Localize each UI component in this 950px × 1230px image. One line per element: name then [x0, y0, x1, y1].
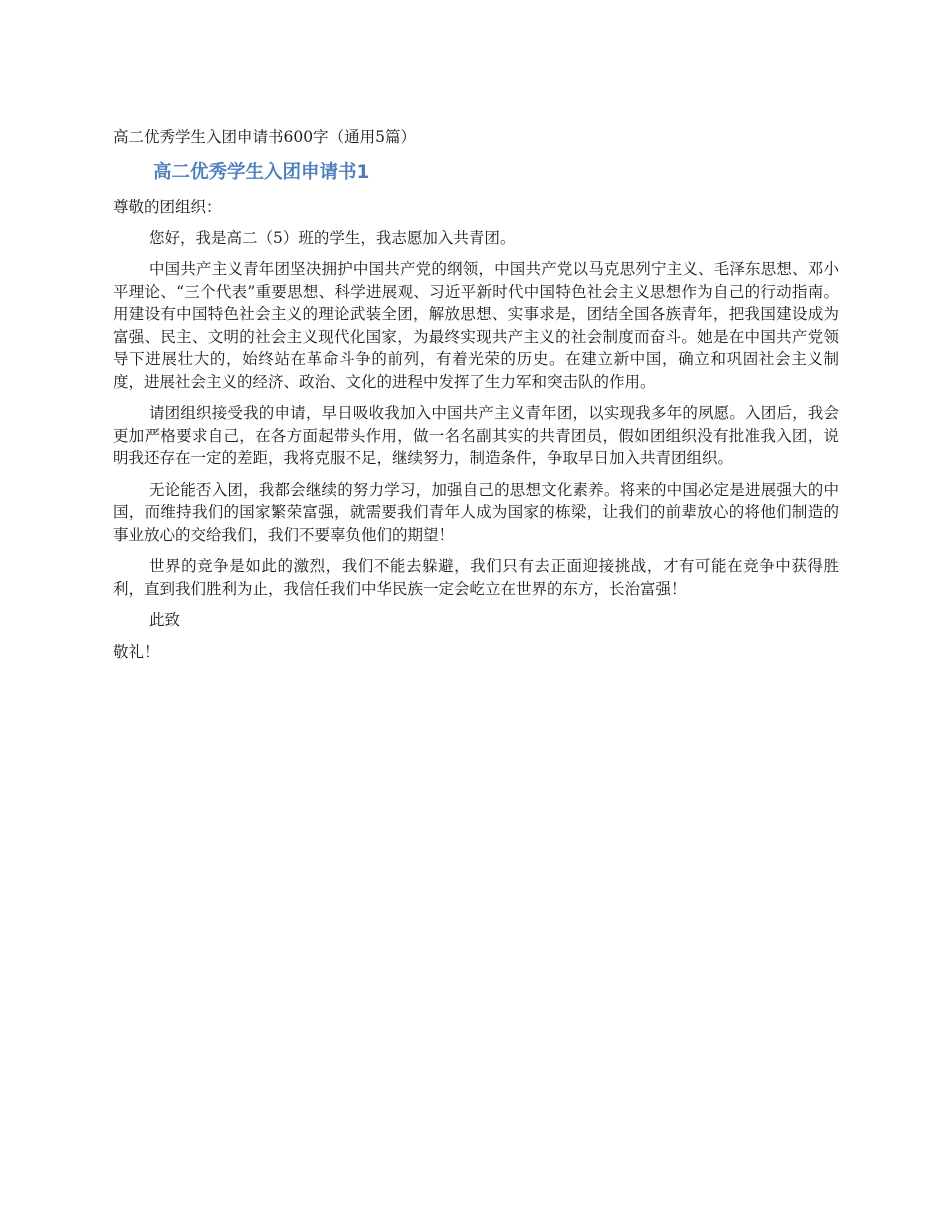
document-title: 高二优秀学生入团申请书600字（通用5篇） — [113, 128, 416, 146]
paragraph-commitment: 无论能否入团，我都会继续的努力学习，加强自己的思想文化素养。将来的中国必定是进展强大的中国，而维持我们的国家繁荣富强，就需要我们青年人成为国家的栋梁，让我们的前辈放心的将他们制造的事业放心的交给我们，我们不要辜负他们的期望！ — [113, 480, 839, 544]
paragraph-request: 请团组织接受我的申请，早日吸收我加入中国共产主义青年团，以实现我多年的夙愿。入团后，我会更加严格要求自己，在各方面起带头作用，做一名名副其实的共青团员，假如团组织没有批准我入团，说明我还存在一定的差距，我将克服不足，继续努力，制造条件，争取早日加入共青团组织。 — [113, 404, 839, 467]
closing-jingli: 敬礼！ — [113, 642, 160, 661]
paragraph-greeting: 您好，我是高二（5）班的学生，我志愿加入共青团。 — [149, 228, 516, 247]
paragraph-league-intro: 中国共产主义青年团坚决拥护中国共产党的纲领，中国共产党以马克思列宁主义、毛泽东思想、邓小平理论、“三个代表”重要思想、科学进展观、习近平新时代中国特色社会主义思想作为自己的行动指南。用建设有中国特色社会主义的理论武装全团，解放思想、实事求是，团结全国各族青年，把我国建设成为富强、民主、文明的社会主义现代化国家，为最终实现共产主义的社会制度而奋斗。她是在中国共产党领导下进展壮大的，始终站在革命斗争的前列，有着光荣的历史。在建立新中国，确立和巩固社会主义制度，进展社会主义的经济、政治、文化的进程中发挥了生力军和突击队的作用。 — [113, 260, 839, 391]
salutation: 尊敬的团组织： — [113, 198, 222, 216]
section-heading: 高二优秀学生入团申请书1 — [153, 162, 370, 183]
closing-cizhi: 此致 — [149, 611, 181, 629]
document-page — [113, 126, 839, 663]
paragraph-competition: 世界的竞争是如此的激烈，我们不能去躲避，我们只有去正面迎接挑战，才有可能在竞争中获得胜利，直到我们胜利为止，我信任我们中华民族一定会屹立在世界的东方，长治富强！ — [113, 557, 839, 598]
